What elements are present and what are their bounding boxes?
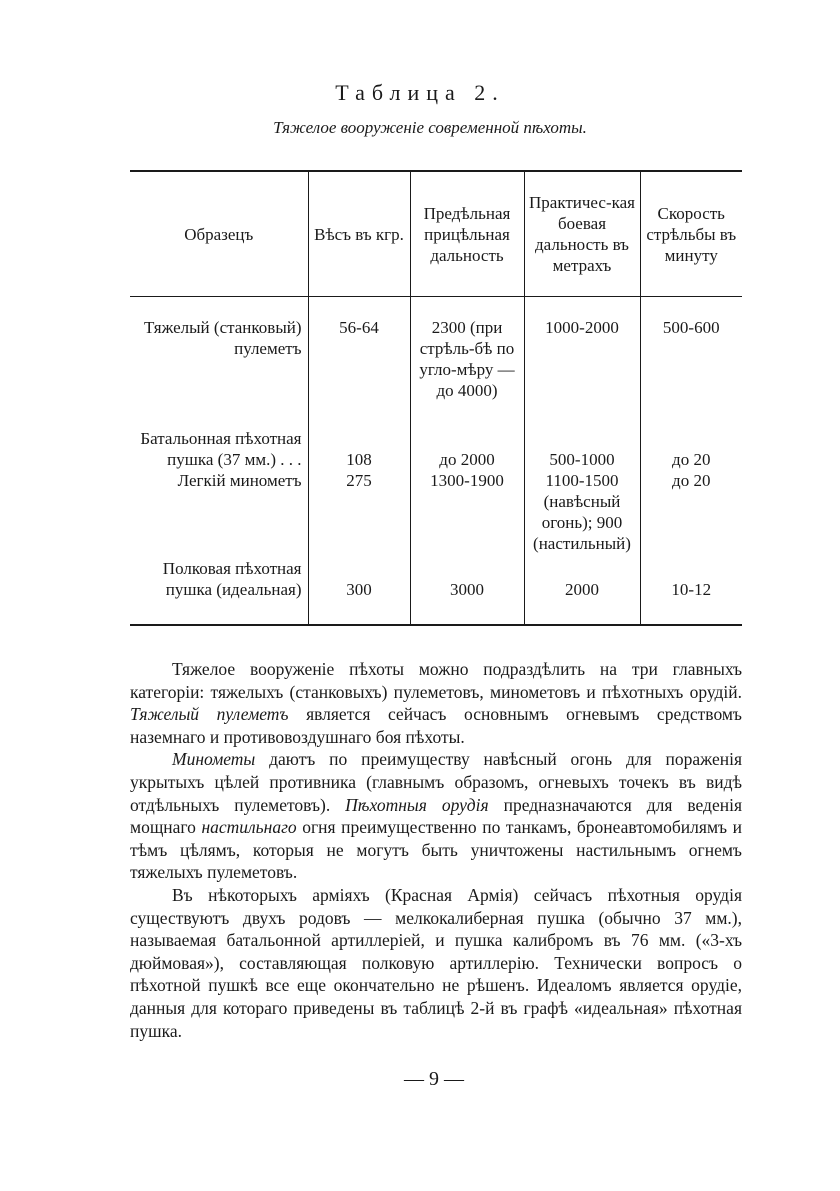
cell-rate (640, 558, 742, 625)
cell-model (130, 558, 308, 625)
cell-max-range (410, 297, 524, 429)
cell-model (130, 428, 308, 558)
page-number: — 9 — (404, 1068, 464, 1090)
weight-value: 56-64 (339, 318, 379, 337)
weapons-table-wrapper (130, 170, 742, 626)
cell-weight (308, 558, 410, 625)
cell-model (130, 297, 308, 429)
model-name: Полковая пѣхотная пушка (идеальная) (162, 559, 302, 599)
paragraph (130, 658, 742, 748)
table-header (130, 171, 742, 297)
cell-rate (640, 428, 742, 558)
paragraph-text: Въ нѣкоторыхъ арміяхъ (Красная Армія) сейчасъ пѣхотныя орудія существуютъ двухъ родовъ — мелкокалиберная пушка (обычно 37 мм.), называемая батальонной артиллеріей, и пушка калибромъ въ 76 мм. («3-хъ дюймовая»), составляющая полковую артиллерію. Технически вопросъ о пѣхотной пушкѣ все еще окончательно не рѣшенъ. Идеаломъ является орудіе, данныя для котораго приведены въ таблицѣ 2-й въ графѣ «идеальная» пѣхотная пушка. (130, 884, 742, 1041)
weight-value: 300 (346, 580, 372, 599)
header-practical-range: Практичес-кая боевая дальность въ метрахъ (524, 171, 640, 297)
header-rate-of-fire: Скорость стрѣльбы въ минуту (640, 171, 742, 297)
table-body (130, 297, 742, 626)
rate-value: 500-600 (662, 318, 720, 337)
practical-range-value: 1100-1500 (навѣсный огонь); 900 (настильный) (533, 471, 631, 553)
max-range-value: 3000 (450, 580, 484, 599)
emphasis-text: настильнаго (201, 817, 297, 838)
max-range-value: 2300 (при стрѣль-бѣ по угло-мѣру — до 4000) (419, 318, 515, 400)
emphasis-text: Минометы (172, 749, 256, 770)
rate-value: до 20 (672, 471, 711, 490)
emphasis-text: Тяжелый пулеметъ (130, 704, 289, 725)
max-range-value: до 2000 (439, 450, 495, 469)
table-row (130, 558, 742, 625)
header-weight: Вѣсъ въ кгр. (308, 171, 410, 297)
model-name: Батальонная пѣхотная пушка (37 мм.) . . . (140, 429, 302, 469)
model-name: Тяжелый (станковый) пулеметъ (144, 318, 302, 358)
cell-practical-range (524, 428, 640, 558)
table-title: Таблица 2. (335, 80, 505, 105)
table-subtitle: Тяжелое вооруженіе современной пѣхоты. (273, 118, 587, 137)
model-name: Легкій минометъ (177, 471, 302, 490)
table-row (130, 428, 742, 558)
paragraph-text: даютъ по преимуществу навѣсный огонь для пораженія укрытыхъ цѣлей противника (главнымъ образомъ, огневыхъ точекъ въ видѣ отдѣльныхъ пулеметовъ). (130, 749, 742, 815)
rate-value: 10-12 (671, 580, 712, 599)
cell-max-range (410, 558, 524, 625)
cell-rate (640, 297, 742, 429)
practical-range-value: 2000 (565, 580, 599, 599)
body-text (130, 658, 742, 1042)
table-header-row (130, 171, 742, 297)
header-max-range: Предѣльная прицѣльная дальность (410, 171, 524, 297)
paragraph-text: является сейчасъ основнымъ огневымъ средствомъ наземнаго и противовоздушнаго боя пѣхоты. (130, 704, 742, 747)
table-row (130, 297, 742, 429)
cell-max-range (410, 428, 524, 558)
emphasis-text: Пѣхотныя орудія (345, 794, 489, 815)
paragraph-text: огня преимущественно по танкамъ, бронеавтомобилямъ и тѣмъ цѣлямъ, которыя не могутъ быть уничтожены настильнымъ огнемъ тяжелыхъ пулеметовъ. (130, 817, 742, 883)
max-range-value: 1300-1900 (430, 471, 504, 490)
cell-practical-range (524, 558, 640, 625)
cell-practical-range (524, 297, 640, 429)
practical-range-value: 1000-2000 (545, 318, 619, 337)
weight-value: 275 (346, 471, 372, 490)
paragraph-text: Тяжелое вооруженіе пѣхоты можно подраздѣлить на три главныхъ категоріи: тяжелыхъ (станковыхъ) пулеметовъ, минометовъ и пѣхотныхъ орудій. (130, 659, 742, 702)
weight-value: 108 (346, 450, 372, 469)
weapons-table (130, 170, 742, 626)
cell-weight (308, 428, 410, 558)
cell-weight (308, 297, 410, 429)
paragraph (130, 884, 742, 1042)
rate-value: до 20 (672, 450, 711, 469)
paragraph (130, 748, 742, 884)
practical-range-value: 500-1000 (549, 450, 615, 469)
header-model: Образецъ (184, 224, 254, 244)
paragraph-text: предназначаются для веденія мощнаго (130, 794, 742, 838)
